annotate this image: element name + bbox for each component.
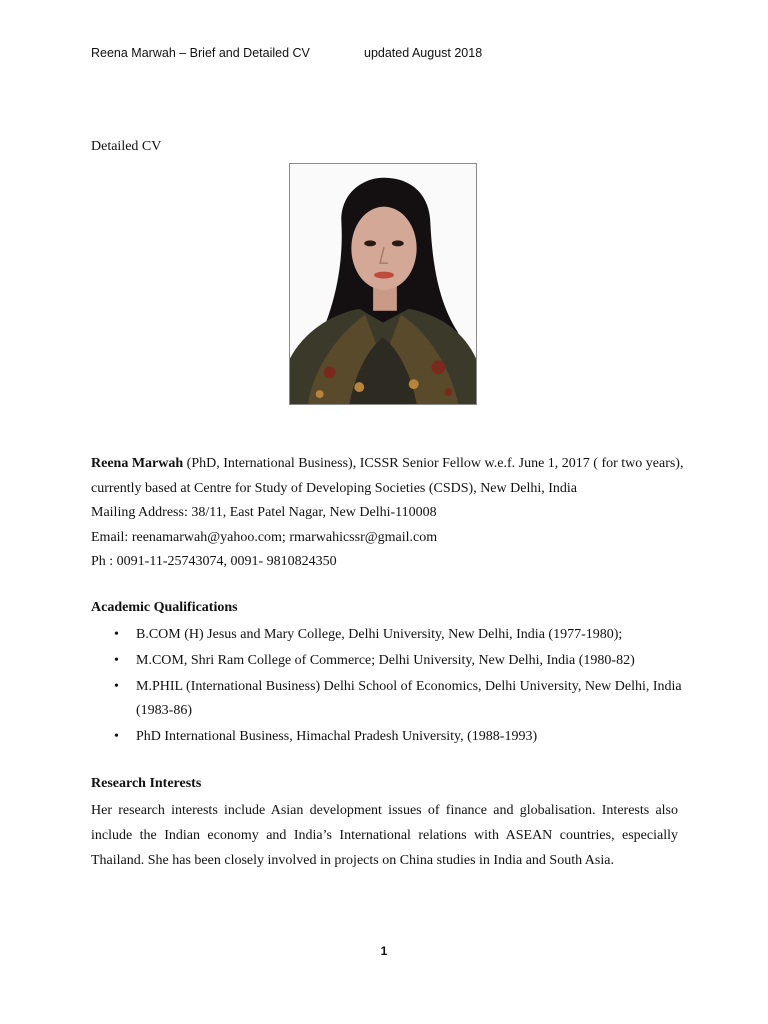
header-title: Reena Marwah – Brief and Detailed CV (91, 46, 310, 60)
profile-summary: (PhD, International Business), ICSSR Senior Fellow w.e.f. June 1, 2017 ( for two years), (183, 456, 684, 471)
contact-block (91, 452, 684, 575)
profile-name: Reena Marwah (91, 456, 184, 471)
research-paragraph: Her research interests include Asian development issues of finance and globalisation. Interests also include the Indian economy and India’s International relations with ASEAN countries, especially Thailand. She has been closely involved in projects on China studies in India and South Asia. (91, 803, 678, 868)
header-updated: updated August 2018 (364, 46, 483, 60)
page-header (91, 46, 691, 66)
list-item: • PhD International Business, Himachal Pradesh University, (1988-1993) (112, 725, 682, 750)
research-heading: Research Interests (91, 776, 202, 791)
list-item: • M.COM, Shri Ram College of Commerce; Delhi University, New Delhi, India (1980-82) (112, 649, 682, 674)
academic-heading: Academic Qualifications (91, 600, 238, 615)
section-label: Detailed CV (91, 139, 162, 154)
academic-list (112, 623, 682, 751)
phone-line: Ph : 0091-11-25743074, 0091- 9810824350 (91, 554, 337, 569)
profile-line-2: currently based at Centre for Study of Developing Societies (CSDS), New Delhi, India (91, 480, 578, 496)
portrait-illustration (290, 164, 476, 404)
profile-line-1 (91, 452, 684, 477)
email-line: Email: reenamarwah@yahoo.com; rmarwahicssr@gmail.com (91, 529, 438, 545)
page-number: 1 (380, 944, 388, 958)
mailing-address: Mailing Address: 38/11, East Patel Nagar, New Delhi-110008 (91, 505, 437, 520)
list-item: • B.COM (H) Jesus and Mary College, Delhi University, New Delhi, India (1977-1980); (112, 623, 682, 648)
profile-photo (289, 163, 477, 405)
list-item: • M.PHIL (International Business) Delhi School of Economics, Delhi University, New Delhi, India (1983-86) (112, 675, 682, 725)
